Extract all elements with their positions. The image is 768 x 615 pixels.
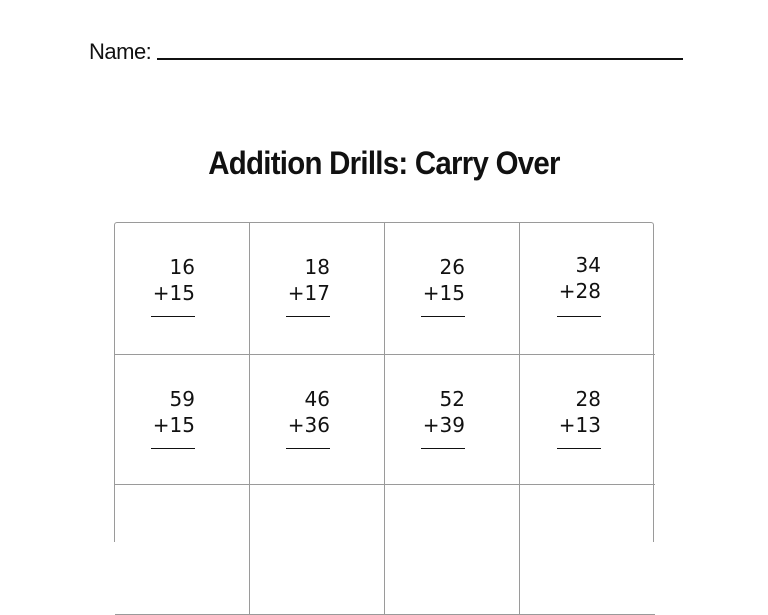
- answer-line[interactable]: [151, 448, 195, 449]
- addend-top: 46: [304, 387, 330, 411]
- addend-bottom: +15: [152, 281, 195, 305]
- problem-cell-11: [385, 485, 520, 615]
- addend-bottom: +13: [558, 413, 601, 437]
- problem-cell-2: [250, 223, 385, 355]
- addend-top: 34: [575, 253, 601, 277]
- addend-bottom: +28: [558, 279, 601, 303]
- addend-bottom: +36: [287, 413, 330, 437]
- answer-line[interactable]: [151, 316, 195, 317]
- answer-line[interactable]: [557, 448, 601, 449]
- problem-grid: [114, 222, 654, 542]
- addend-bottom: +39: [422, 413, 465, 437]
- answer-line[interactable]: [557, 316, 601, 317]
- answer-line[interactable]: [421, 448, 465, 449]
- addend-bottom: +15: [422, 281, 465, 305]
- name-label: Name:: [89, 39, 152, 64]
- problem-cell-8: [520, 355, 655, 485]
- addend-top: 26: [439, 255, 465, 279]
- answer-line[interactable]: [286, 448, 330, 449]
- addend-bottom: +15: [152, 413, 195, 437]
- addend-top: 28: [575, 387, 601, 411]
- problem-cell-1: [115, 223, 250, 355]
- problem-cell-6: [250, 355, 385, 485]
- addend-top: 59: [169, 387, 195, 411]
- answer-line[interactable]: [421, 316, 465, 317]
- answer-line[interactable]: [286, 316, 330, 317]
- worksheet-title: Addition Drills: Carry Over: [208, 145, 560, 181]
- addend-top: 52: [439, 387, 465, 411]
- name-write-line[interactable]: [157, 58, 683, 60]
- problem-cell-5: [115, 355, 250, 485]
- addend-top: 18: [304, 255, 330, 279]
- addend-top: 16: [169, 255, 195, 279]
- problem-cell-4: [520, 223, 655, 355]
- problem-cell-9: [115, 485, 250, 615]
- problem-cell-12: [520, 485, 655, 615]
- problem-cell-7: [385, 355, 520, 485]
- problem-cell-3: [385, 223, 520, 355]
- addend-bottom: +17: [287, 281, 330, 305]
- name-field: [89, 38, 683, 62]
- problem-cell-10: [250, 485, 385, 615]
